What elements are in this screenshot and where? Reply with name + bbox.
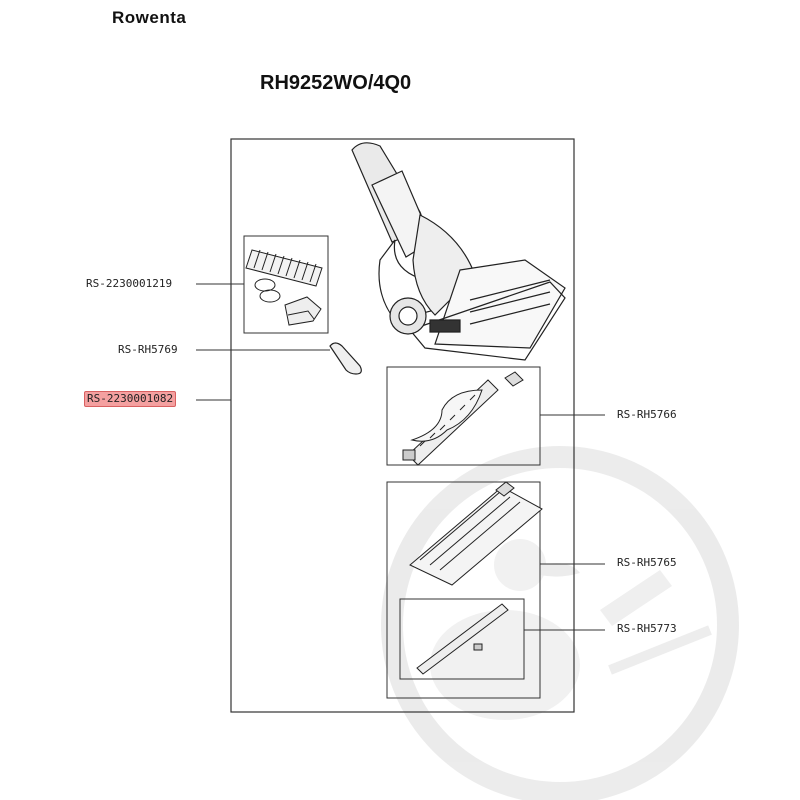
brush-roll-drawing: [403, 372, 523, 465]
part-ref-rs-rh5769[interactable]: RS-RH5769: [118, 343, 178, 356]
brand-logo: Rowenta: [112, 8, 187, 27]
part-ref-rs-rh5766[interactable]: RS-RH5766: [617, 408, 677, 421]
watermark-logo: [392, 457, 728, 793]
part-ref-rs-2230001219[interactable]: RS-2230001219: [86, 277, 173, 290]
part-ref-rs-2230001082-highlighted[interactable]: RS-2230001082: [84, 391, 176, 407]
vacuum-head-drawing: [352, 143, 565, 360]
part-ref-rs-rh5773[interactable]: RS-RH5773: [617, 622, 677, 635]
hose-kit-drawing: [246, 250, 322, 325]
belt-drawing: [330, 343, 361, 374]
part-ref-rs-rh5765[interactable]: RS-RH5765: [617, 556, 677, 569]
model-title: RH9252WO/4Q0: [260, 72, 412, 94]
